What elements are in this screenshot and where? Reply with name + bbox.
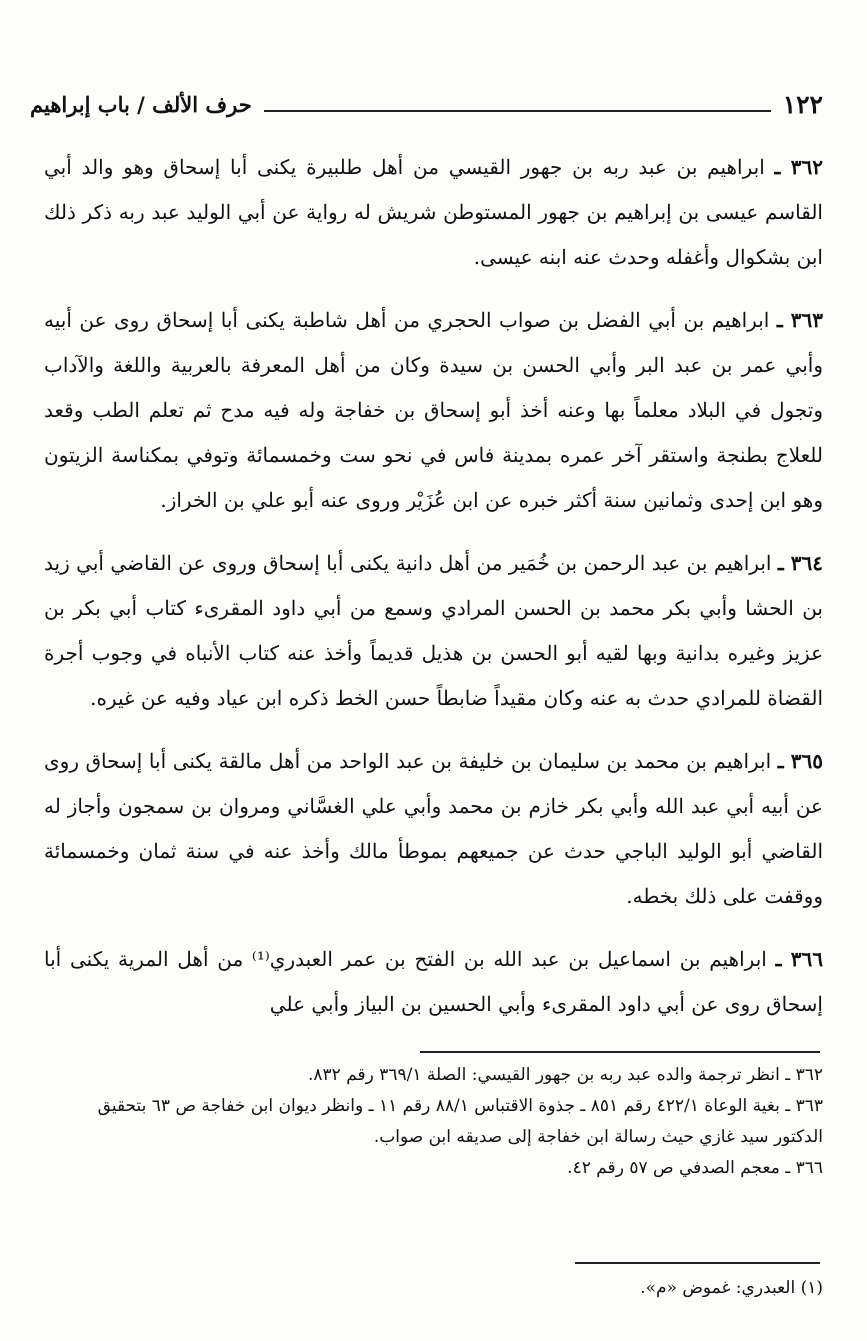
- entry-text: ابراهيم بن أبي الفضل بن صواب الحجري من أهل شاطبة يكنى أبا إسحاق روى عن أبيه وأبي عمر بن عبد البر وأبي الحسن بن سيدة وكان من أهل المعرفة بالعربية واللغة والآداب وتجول في البلاد معلماً بها وعنه أخذ أبو إسحاق بن خفاجة وله فيه مدح ثم تعلم الطب وقعد للعلاج بطنجة واستقر آخر عمره بمدينة فاس في نحو ست وخمسمائة وتوفي بمكناسة الزيتون وهو ابن إحدى وثمانين سنة أكثر خبره عن ابن عُزَيْر وروى عنه أبو علي بن الخراز.: [44, 308, 823, 512]
- main-text: [44, 145, 823, 1045]
- footnotes: [44, 1060, 823, 1184]
- bottom-note-divider: [575, 1262, 820, 1264]
- entry-text: ابراهيم بن اسماعيل بن عبد الله بن الفتح بن عمر العبدري⁽¹⁾ من أهل المرية يكنى أبا إسحاق روى عن أبي داود المقرىء وأبي الحسين بن البياز وأبي علي: [44, 947, 823, 1016]
- footnote-divider: [420, 1051, 820, 1053]
- footnote-366: ٣٦٦ ـ معجم الصدفي ص ٥٧ رقم ٤٢.: [567, 1158, 823, 1178]
- footnote-362: ٣٦٢ ـ انظر ترجمة والده عبد ربه بن جهور القيسي: الصلة ٣٦٩/١ رقم ٨٣٢.: [307, 1065, 823, 1085]
- entry-number: ٣٦٥ ـ: [777, 749, 823, 773]
- entry-number: ٣٦٢ ـ: [774, 155, 823, 179]
- entry-number: ٣٦٣ ـ: [776, 308, 824, 332]
- bottom-note: (١) العبدري: غموض «م».: [640, 1278, 823, 1298]
- entry-number: ٣٦٤ ـ: [777, 551, 823, 575]
- entry-text: ابراهيم بن عبد ربه بن جهور القيسي من أهل طلبيرة يكنى أبا إسحاق وهو والد أبي القاسم عيسى بن إبراهيم بن جهور المستوطن شريش له رواية عن أبي الوليد عبد ربه ذكر ذلك ابن بشكوال وأغفله وحدث عنه ابنه عيسى.: [44, 155, 823, 269]
- entry-362: [44, 145, 823, 280]
- header-rule: [264, 110, 771, 112]
- running-head: حرف الألف / باب إبراهيم: [30, 91, 252, 117]
- page-header: [30, 84, 823, 124]
- entry-text: ابراهيم بن عبد الرحمن بن خُمَير من أهل دانية يكنى أبا إسحاق وروى عن القاضي أبي زيد بن الحشا وأبي بكر محمد بن الحسن المرادي وسمع من أبي داود المقرىء كتاب أبي بكر بن عزيز وغيره بدانية وبها لقيه أبو الحسن بن هذيل قديماً وأخذ عنه كتاب الأنباه في وجوب أجرة القضاة للمرادي حدث به عنه وكان مقيداً ضابطاً حسن الخط ذكره ابن عياد وفيه عن غيره.: [44, 551, 823, 710]
- bottom-notes: [44, 1273, 823, 1303]
- entry-366: [44, 937, 823, 1027]
- entry-number: ٣٦٦ ـ: [775, 947, 823, 971]
- entry-364: [44, 541, 823, 721]
- footnote-363: ٣٦٣ ـ بغية الوعاة ٤٢٢/١ رقم ٨٥١ ـ جذوة الاقتباس ٨٨/١ رقم ١١ ـ وانظر ديوان ابن خفاجة ص ٦٣ بتحقيق الدكتور سيد غازي حيث رسالة ابن خفاجة إلى صديقه ابن صواب.: [97, 1096, 823, 1147]
- entry-363: [44, 298, 823, 523]
- page-number: ١٢٢: [782, 89, 823, 119]
- entry-text: ابراهيم بن محمد بن سليمان بن خليفة بن عبد الواحد من أهل مالقة يكنى أبا إسحاق روى عن أبيه أبي عبد الله وأبي بكر خازم بن محمد وأبي علي الغسَّاني ومروان بن سمجون وأجاز له القاضي أبو الوليد الباجي حدث عن جميعهم بموطأ مالك وأخذ عنه في سنة ثمان وخمسمائة ووقفت على ذلك بخطه.: [44, 749, 823, 908]
- entry-365: [44, 739, 823, 919]
